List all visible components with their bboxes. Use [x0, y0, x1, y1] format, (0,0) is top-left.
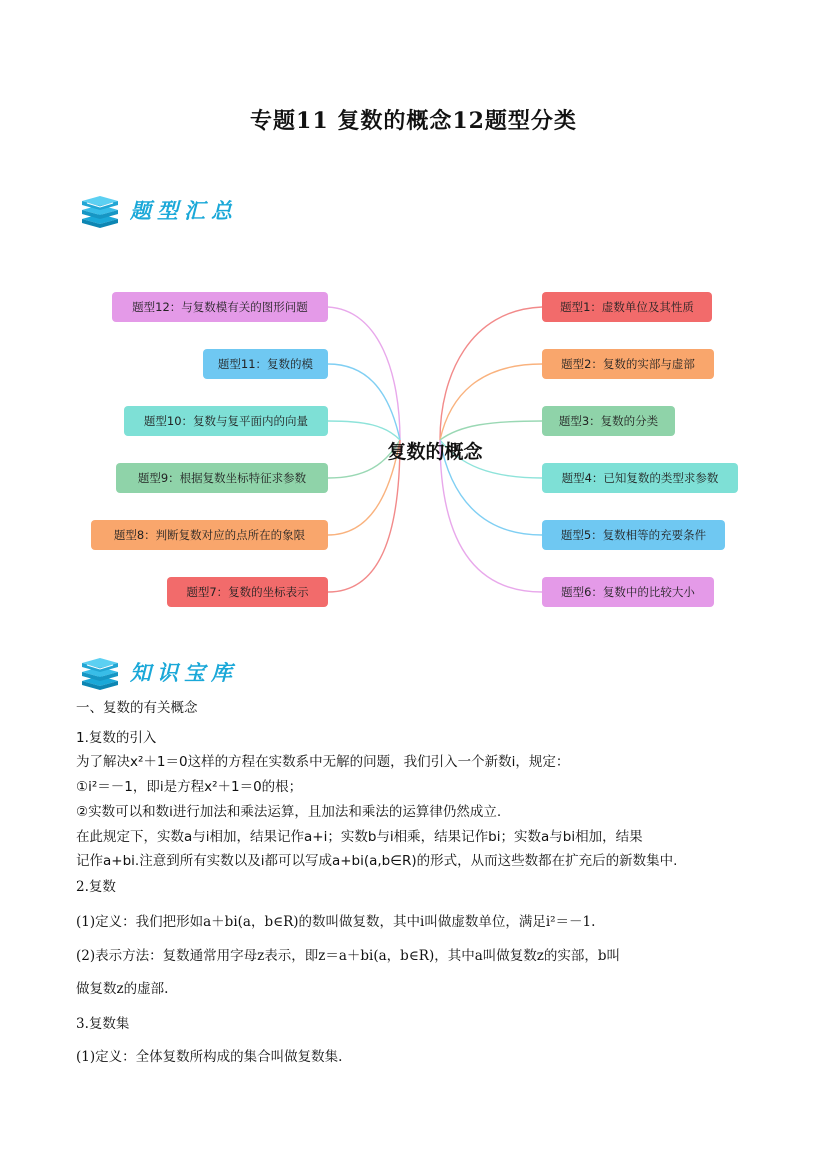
topic-node-6: 题型6：复数中的比较大小 [542, 577, 714, 607]
topic-node-2: 题型2：复数的实部与虚部 [542, 349, 714, 379]
subheading-complex-set: 3.复数集 [76, 1016, 130, 1032]
paragraph: ①i²＝－1，即i是方程x²＋1＝0的根； [76, 779, 303, 795]
mind-map [0, 275, 827, 625]
topic-node-4: 题型4：已知复数的类型求参数 [542, 463, 738, 493]
subheading-intro: 1.复数的引入 [76, 730, 157, 746]
mind-map-center: 复数的概念 [387, 441, 483, 463]
books-icon [78, 654, 122, 690]
page-title: 专题11 复数的概念12题型分类 [250, 108, 577, 134]
books-icon [78, 192, 122, 228]
paragraph: (1)定义：全体复数所构成的集合叫做复数集. [76, 1049, 343, 1065]
paragraph: 在此规定下，实数a与i相加，结果记作a+i；实数b与i相乘，结果记作bi；实数a与bi相加，结果 [76, 829, 643, 845]
topic-node-1: 题型1：虚数单位及其性质 [542, 292, 712, 322]
paragraph: ②实数可以和数i进行加法和乘法运算，且加法和乘法的运算律仍然成立. [76, 804, 502, 820]
paragraph: 做复数z的虚部. [76, 981, 169, 997]
section-label: 知识宝库 [130, 660, 238, 685]
paragraph: (2)表示方法：复数通常用字母z表示，即z＝a＋bi(a，b∈R)，其中a叫做复数z的实部，b叫 [76, 948, 621, 964]
topic-node-11: 题型11：复数的模 [203, 349, 328, 379]
topic-node-7: 题型7：复数的坐标表示 [167, 577, 328, 607]
paragraph: 记作a+bi.注意到所有实数以及i都可以写成a+bi(a,b∈R)的形式，从而这些数都在扩充后的新数集中. [76, 853, 678, 869]
topic-node-3: 题型3：复数的分类 [542, 406, 675, 436]
topic-node-10: 题型10：复数与复平面内的向量 [124, 406, 328, 436]
topic-node-5: 题型5：复数相等的充要条件 [542, 520, 725, 550]
paragraph: 为了解决x²＋1＝0这样的方程在实数系中无解的问题，我们引入一个新数i，规定： [76, 754, 570, 770]
topic-node-8: 题型8：判断复数对应的点所在的象限 [91, 520, 328, 550]
topic-node-9: 题型9：根据复数坐标特征求参数 [116, 463, 328, 493]
section-label: 题型汇总 [130, 198, 238, 223]
paragraph: (1)定义：我们把形如a＋bi(a，b∈R)的数叫做复数，其中i叫做虚数单位，满足i²＝－1. [76, 914, 596, 930]
heading-complex-concepts: 一、复数的有关概念 [76, 700, 198, 716]
subheading-complex-number: 2.复数 [76, 879, 116, 895]
section-header-summary [78, 190, 238, 230]
section-header-knowledge [78, 652, 238, 692]
topic-node-12: 题型12：与复数模有关的图形问题 [112, 292, 328, 322]
